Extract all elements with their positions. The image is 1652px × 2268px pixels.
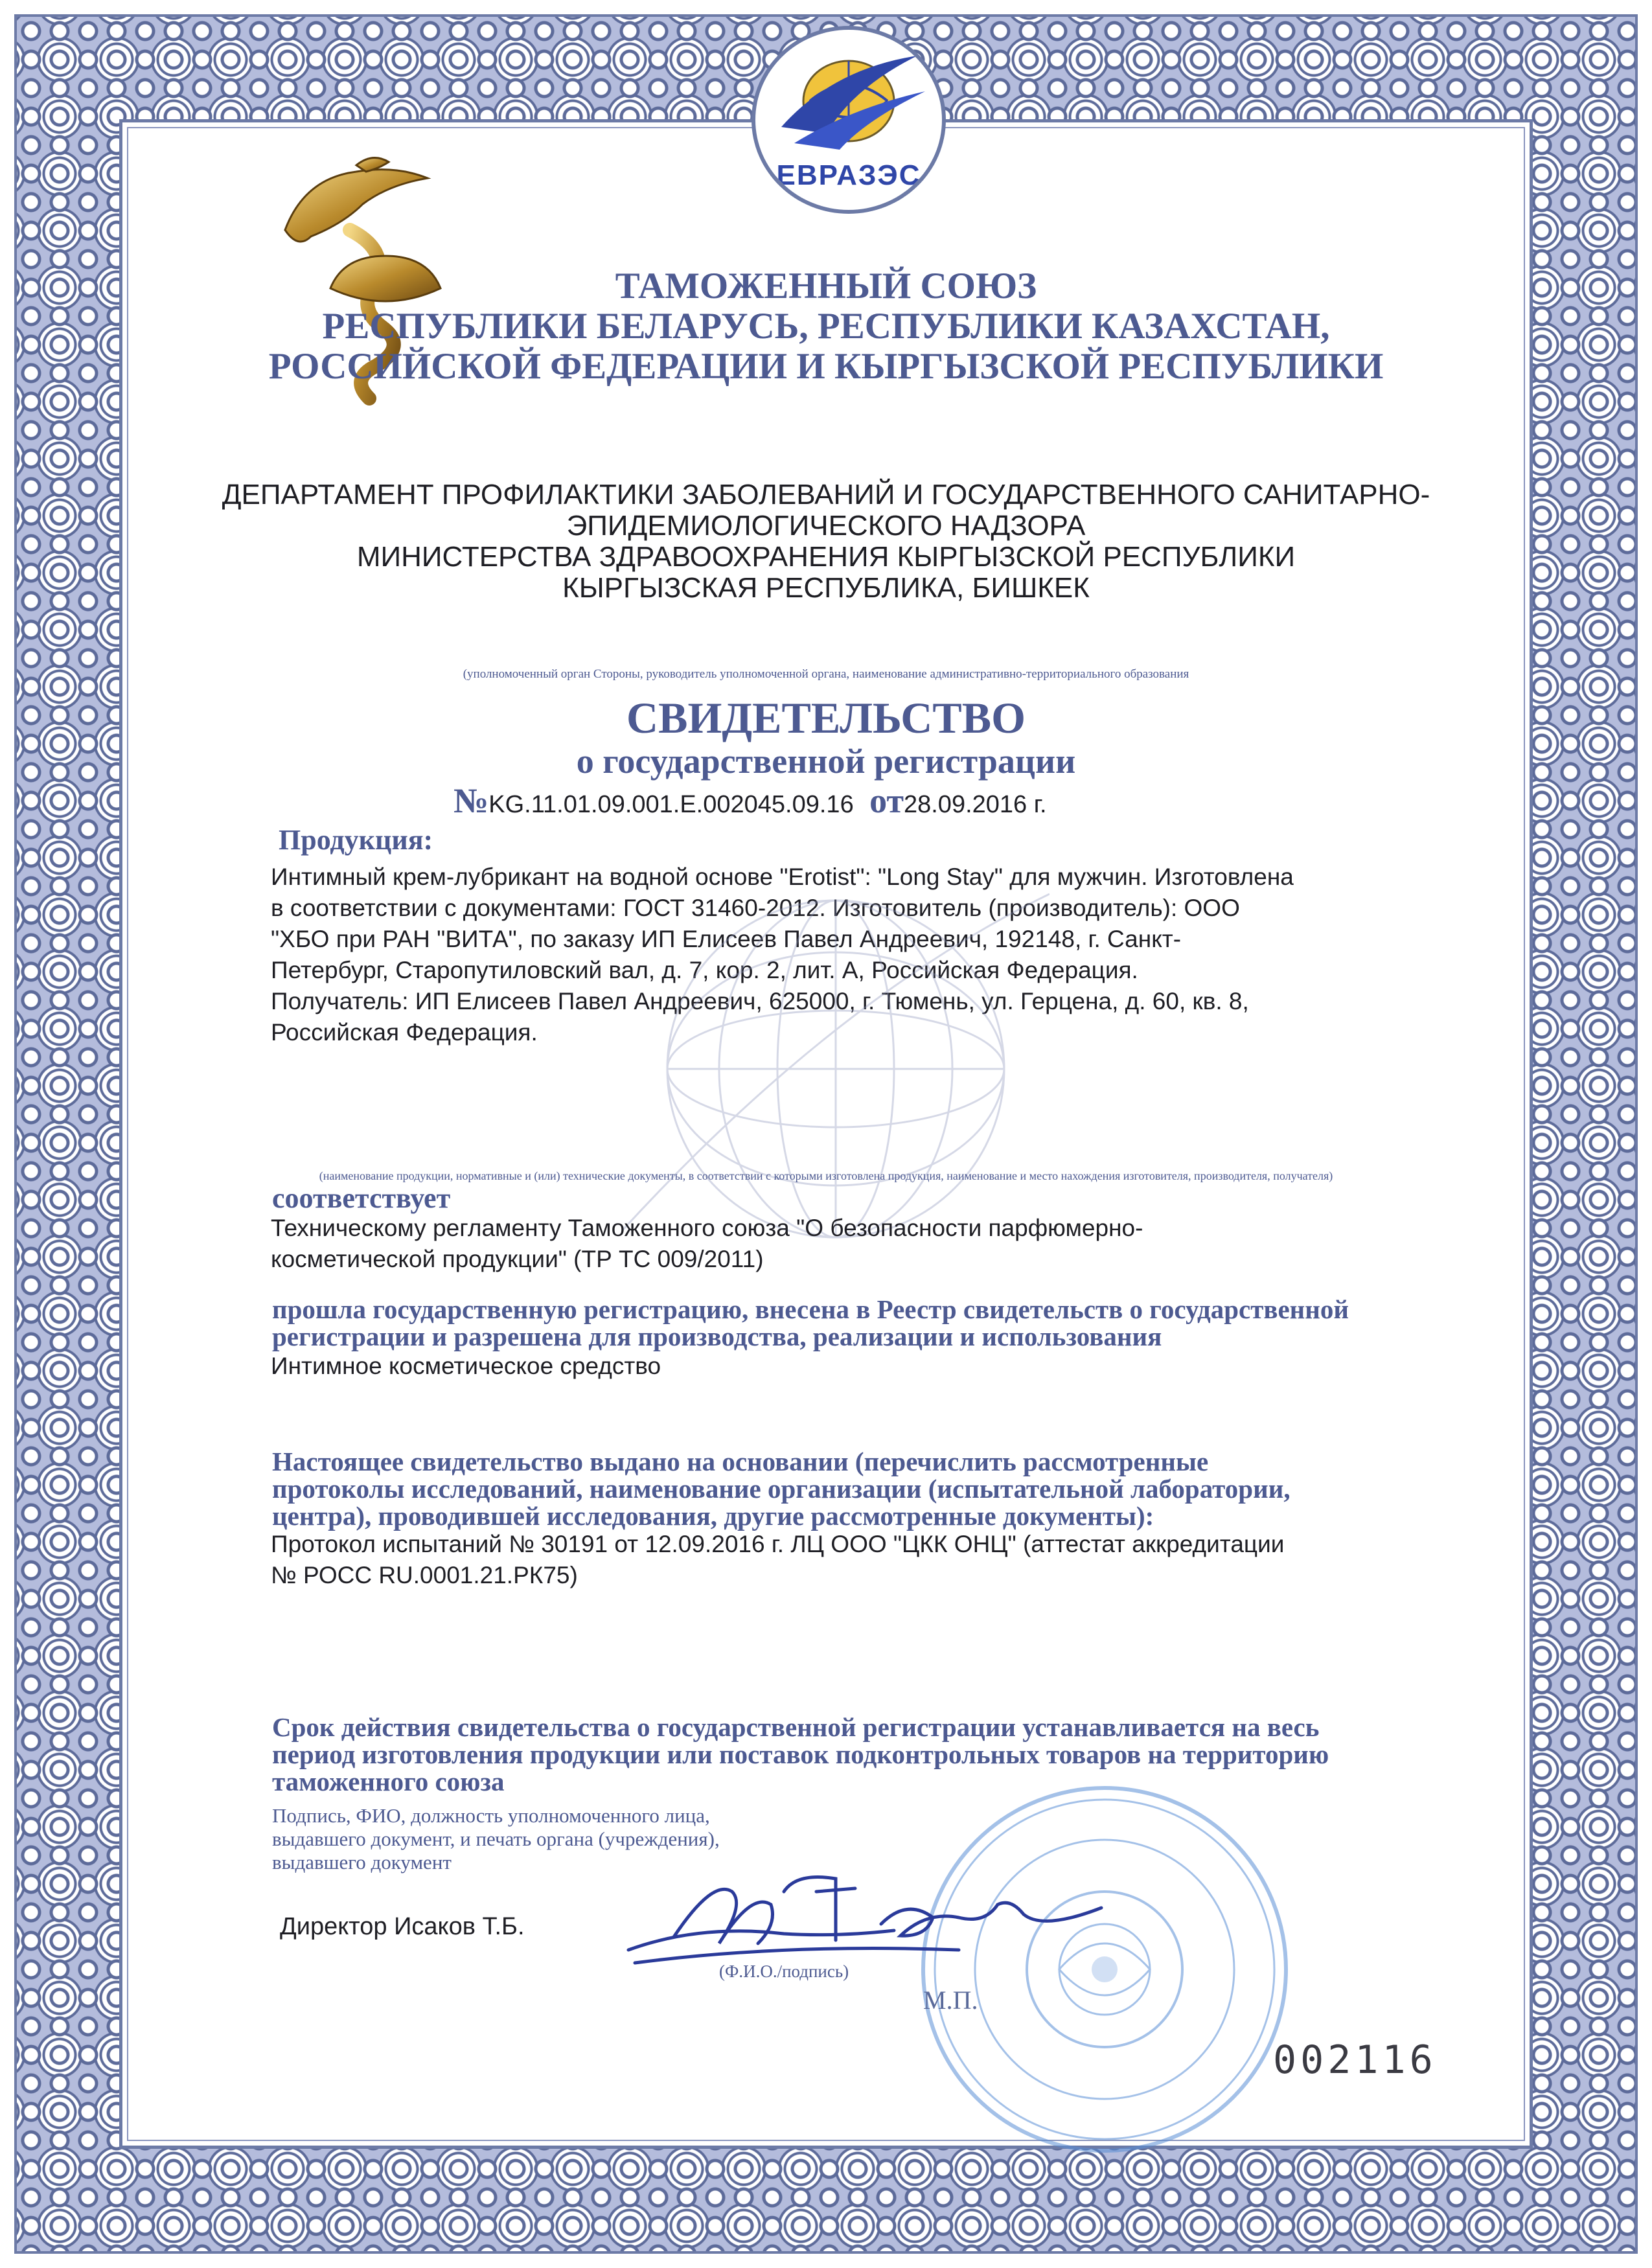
- product-line: Получатель: ИП Елисеев Павел Андреевич, 625000, г. Тюмень, ул. Герцена, д. 60, кв. 8,: [271, 988, 1249, 1014]
- signature-caption-2: выдавшего документ, и печать органа (учреждения),: [272, 1827, 720, 1850]
- registration-value: Интимное косметическое средство: [271, 1353, 661, 1379]
- product-line: Интимный крем-лубрикант на водной основе "Erotist": "Long Stay" для мужчин. Изготовлена: [271, 864, 1294, 890]
- product-line: "ХБО при РАН "ВИТА", по заказу ИП Елисеев Павел Андреевич, 192148, г. Санкт-: [271, 926, 1182, 952]
- product-caption: (наименование продукции, нормативные и (или) технические документы, в соответствии с которыми изготовлена продукция, наименование и место нахождения изготовителя, производителя, получателя): [319, 1169, 1333, 1182]
- certificate-title: СВИДЕТЕЛЬСТВО: [626, 693, 1026, 742]
- certificate-date: 28.09.2016 г.: [903, 791, 1047, 818]
- date-prefix: от: [869, 781, 904, 820]
- complies-text: [271, 1213, 1502, 1275]
- product-line: в соответствии с документами: ГОСТ 31460-2012. Изготовитель (производитель): ООО: [271, 895, 1240, 921]
- validity-line-3: таможенного союза: [272, 1767, 505, 1796]
- header-line-3: РОССИЙСКОЙ ФЕДЕРАЦИИ И КЫРГЫЗСКОЙ РЕСПУБЛИКИ: [268, 346, 1384, 387]
- number-prefix: №: [453, 781, 489, 820]
- validity-line-2: период изготовления продукции или поставок подконтрольных товаров на территорию: [272, 1739, 1329, 1769]
- product-line: Российская Федерация.: [271, 1019, 538, 1046]
- header-line-2: РЕСПУБЛИКИ БЕЛАРУСЬ, РЕСПУБЛИКИ КАЗАХСТАН,: [322, 306, 1330, 347]
- department-line-2: ЭПИДЕМИОЛОГИЧЕСКОГО НАДЗОРА: [566, 510, 1086, 542]
- fio-caption: (Ф.И.О./подпись): [719, 1962, 849, 1981]
- basis-line-3: центра), проводившей исследования, другие рассмотренные документы):: [272, 1501, 1154, 1531]
- registration-line-1: прошла государственную регистрацию, внесена в Реестр свидетельств о государственной: [272, 1294, 1349, 1324]
- certificate-number: KG.11.01.09.001.E.002045.09.16: [488, 791, 854, 818]
- signature-caption-1: Подпись, ФИО, должность уполномоченного лица,: [272, 1804, 710, 1827]
- certificate-subtitle: о государственной регистрации: [576, 742, 1076, 781]
- complies-label: соответствует: [272, 1182, 451, 1214]
- handwritten-signature: [622, 1853, 1114, 1982]
- basis-value-line-2: № РОСС RU.0001.21.РК75): [271, 1562, 578, 1588]
- validity-line-1: Срок действия свидетельства о государственной регистрации устанавливается на весь: [272, 1712, 1320, 1742]
- globe-watermark-icon: [622, 868, 1050, 1270]
- basis-value: [271, 1529, 1502, 1591]
- registration-line-2: регистрации и разрешена для производства, реализации и использования: [272, 1322, 1162, 1351]
- basis-line-2: протоколы исследований, наименование организации (испытательной лаборатории,: [272, 1474, 1291, 1504]
- basis-line-1: Настоящее свидетельство выдано на основании (перечислить рассмотренные: [272, 1447, 1209, 1476]
- complies-line: Техническому регламенту Таможенного союза "О безопасности парфюмерно-: [271, 1215, 1143, 1241]
- product-label: Продукция:: [279, 824, 433, 856]
- basis-statement: [272, 1448, 1503, 1529]
- eurasec-logo: [751, 26, 946, 214]
- signer-name: Директор Исаков Т.Б.: [280, 1913, 525, 1940]
- stamp-place-label: М.П.: [923, 1986, 978, 2015]
- department-line-1: ДЕПАРТАМЕНТ ПРОФИЛАКТИКИ ЗАБОЛЕВАНИЙ И ГОСУДАРСТВЕННОГО САНИТАРНО-: [222, 479, 1430, 510]
- registration-statement: [272, 1296, 1503, 1350]
- serial-number: 002116: [1273, 2037, 1437, 2083]
- department-line-3: МИНИСТЕРСТВА ЗДРАВООХРАНЕНИЯ КЫРГЫЗСКОЙ РЕСПУБЛИКИ: [356, 541, 1296, 573]
- logo-text: ЕВРАЗЭС: [776, 159, 921, 191]
- certificate-number-line: [453, 781, 1047, 821]
- header-line-1: ТАМОЖЕННЫЙ СОЮЗ: [615, 266, 1037, 306]
- signature-caption-3: выдавшего документ: [272, 1851, 452, 1873]
- product-line: Петербург, Старопутиловский вал, д. 7, кор. 2, лит. А, Российская Федерация.: [271, 957, 1138, 983]
- complies-line: косметической продукции" (ТР ТС 009/2011): [271, 1246, 764, 1272]
- validity-statement: [272, 1713, 1503, 1795]
- basis-value-line-1: Протокол испытаний № 30191 от 12.09.2016 г. ЛЦ ООО "ЦКК ОНЦ" (аттестат аккредитации: [271, 1531, 1285, 1557]
- department-caption: (уполномоченный орган Стороны, руководитель уполномоченной органа, наименование административно-территориального образования: [463, 667, 1189, 681]
- department-line-4: КЫРГЫЗСКАЯ РЕСПУБЛИКА, БИШКЕК: [562, 572, 1090, 604]
